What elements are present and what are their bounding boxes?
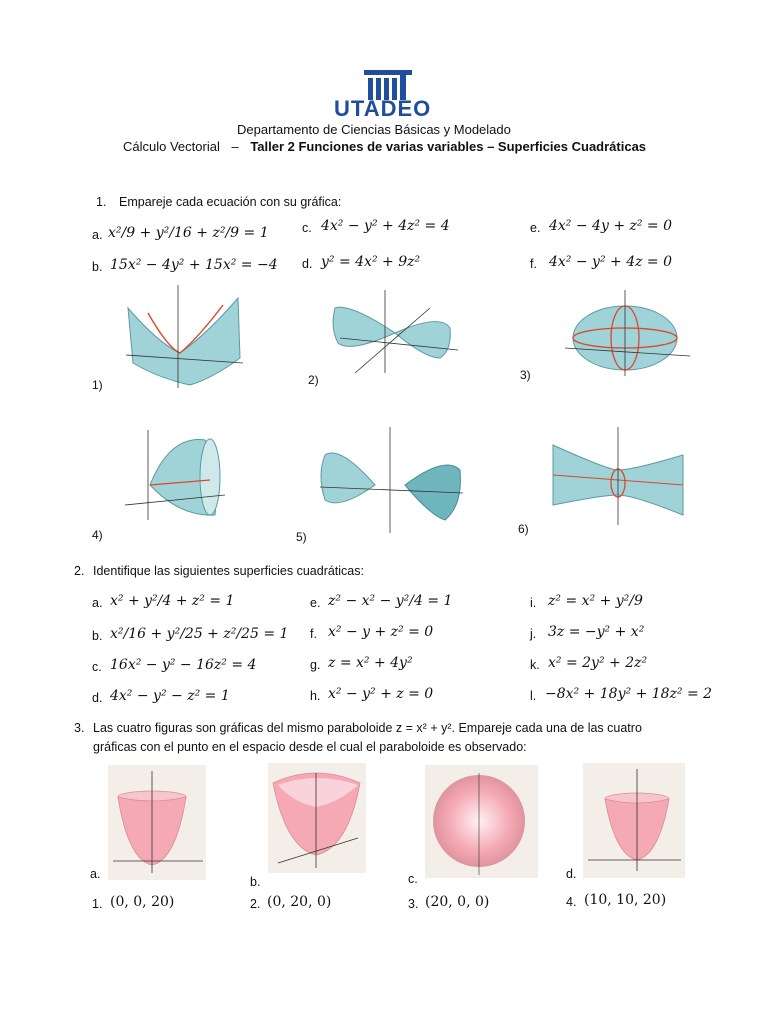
q3-fig-d-label: d. <box>566 867 577 881</box>
q3-fig-c-label: c. <box>408 872 418 886</box>
q2-eq-g: z = x² + 4y² <box>328 655 413 671</box>
q1-eq-f: 4x² − y² + 4z = 0 <box>549 254 673 270</box>
graph-5-number: 5) <box>296 530 307 544</box>
q2-eq-h-label: h. <box>310 689 321 703</box>
q2-eq-l-label: l. <box>530 689 537 703</box>
q1-eq-c-label: c. <box>302 221 312 235</box>
q2-eq-c: 16x² − y² − 16z² = 4 <box>110 657 257 673</box>
graph-3-number: 3) <box>520 368 531 382</box>
q1-eq-d: y² = 4x² + 9z² <box>321 254 421 270</box>
q2-eq-j-label: j. <box>530 627 537 641</box>
q2-eq-a: x² + y²/4 + z² = 1 <box>110 593 235 609</box>
q2-eq-d: 4x² − y² − z² = 1 <box>110 688 230 704</box>
graph-6-one-sheet <box>548 425 693 530</box>
graph-2-cone <box>330 288 460 378</box>
q2-eq-k: x² = 2y² + 2z² <box>548 655 648 671</box>
q1-eq-c: 4x² − y² + 4z² = 4 <box>321 218 450 234</box>
graph-1-number: 1) <box>92 378 103 392</box>
q2-eq-e: z² − x² − y²/4 = 1 <box>328 593 453 609</box>
q1-eq-a-label: a. <box>92 228 103 242</box>
q1-prompt: Empareje cada ecuación con su gráfica: <box>119 195 342 209</box>
q3-point-3-label: 3. <box>408 897 419 911</box>
q1-eq-e: 4x² − 4y + z² = 0 <box>549 218 673 234</box>
graph-3-ellipsoid <box>555 288 695 378</box>
graph-4-paraboloid <box>120 425 230 525</box>
q2-eq-b-label: b. <box>92 629 103 643</box>
q2-eq-l: −8x² + 18y² + 18z² = 2 <box>545 686 713 702</box>
q1-eq-f-label: f. <box>530 257 537 271</box>
q2-eq-f: x² − y + z² = 0 <box>328 624 434 640</box>
q2-eq-b: x²/16 + y²/25 + z²/25 = 1 <box>110 626 289 642</box>
q3-fig-a-label: a. <box>90 867 101 881</box>
q3-prompt-line-2: gráficas con el punto en el espacio desde el cual el paraboloide es observado: <box>93 740 527 754</box>
q1-eq-b-label: b. <box>92 260 103 274</box>
graph-2-number: 2) <box>308 373 319 387</box>
q2-eq-d-label: d. <box>92 691 103 705</box>
paraboloid-view-d <box>583 763 685 878</box>
graph-1-saddle <box>118 283 248 393</box>
q3-prompt-line-1: Las cuatro figuras son gráficas del mismo paraboloide z = x² + y². Empareje cada una de las cuatro <box>93 721 642 735</box>
q2-eq-k-label: k. <box>530 658 540 672</box>
department-title: Departamento de Ciencias Básicas y Modelado <box>237 122 511 137</box>
q3-point-2: (0, 20, 0) <box>267 894 332 910</box>
q1-eq-d-label: d. <box>302 257 313 271</box>
graph-5-two-sheets <box>315 425 465 535</box>
q2-eq-h: x² − y² + z = 0 <box>328 686 434 702</box>
q3-number: 3. <box>74 721 85 735</box>
graph-4-number: 4) <box>92 528 103 542</box>
paraboloid-view-a <box>108 765 206 880</box>
q2-number: 2. <box>74 564 85 578</box>
q2-eq-i-label: i. <box>530 596 537 610</box>
q1-eq-e-label: e. <box>530 221 541 235</box>
q3-point-4: (10, 10, 20) <box>584 892 667 908</box>
q3-point-3: (20, 0, 0) <box>425 894 490 910</box>
course-line <box>123 139 646 154</box>
q2-eq-f-label: f. <box>310 627 317 641</box>
q2-eq-i: z² = x² + y²/9 <box>548 593 643 609</box>
q2-eq-g-label: g. <box>310 658 321 672</box>
q3-point-1: (0, 0, 20) <box>110 894 175 910</box>
q3-fig-b-label: b. <box>250 875 261 889</box>
q3-point-2-label: 2. <box>250 897 261 911</box>
q2-prompt: Identifique las siguientes superficies cuadráticas: <box>93 564 364 578</box>
graph-6-number: 6) <box>518 522 529 536</box>
workshop-title: Taller 2 Funciones de varias variables – Superficies Cuadráticas <box>250 139 647 154</box>
paraboloid-view-c <box>425 765 538 878</box>
q2-eq-j: 3z = −y² + x² <box>548 624 645 640</box>
course-dash: – <box>231 139 239 154</box>
q1-eq-b: 15x² − 4y² + 15x² = −4 <box>110 257 278 273</box>
q2-eq-c-label: c. <box>92 660 102 674</box>
q2-eq-e-label: e. <box>310 596 321 610</box>
paraboloid-view-b <box>268 763 366 873</box>
q1-eq-a: x²/9 + y²/16 + z²/9 = 1 <box>108 225 269 241</box>
q2-eq-a-label: a. <box>92 596 103 610</box>
q1-number: 1. <box>96 195 107 209</box>
q3-point-1-label: 1. <box>92 897 103 911</box>
logo-text: UTADEO <box>334 96 432 121</box>
q3-point-4-label: 4. <box>566 895 577 909</box>
course-name: Cálculo Vectorial <box>123 139 220 154</box>
